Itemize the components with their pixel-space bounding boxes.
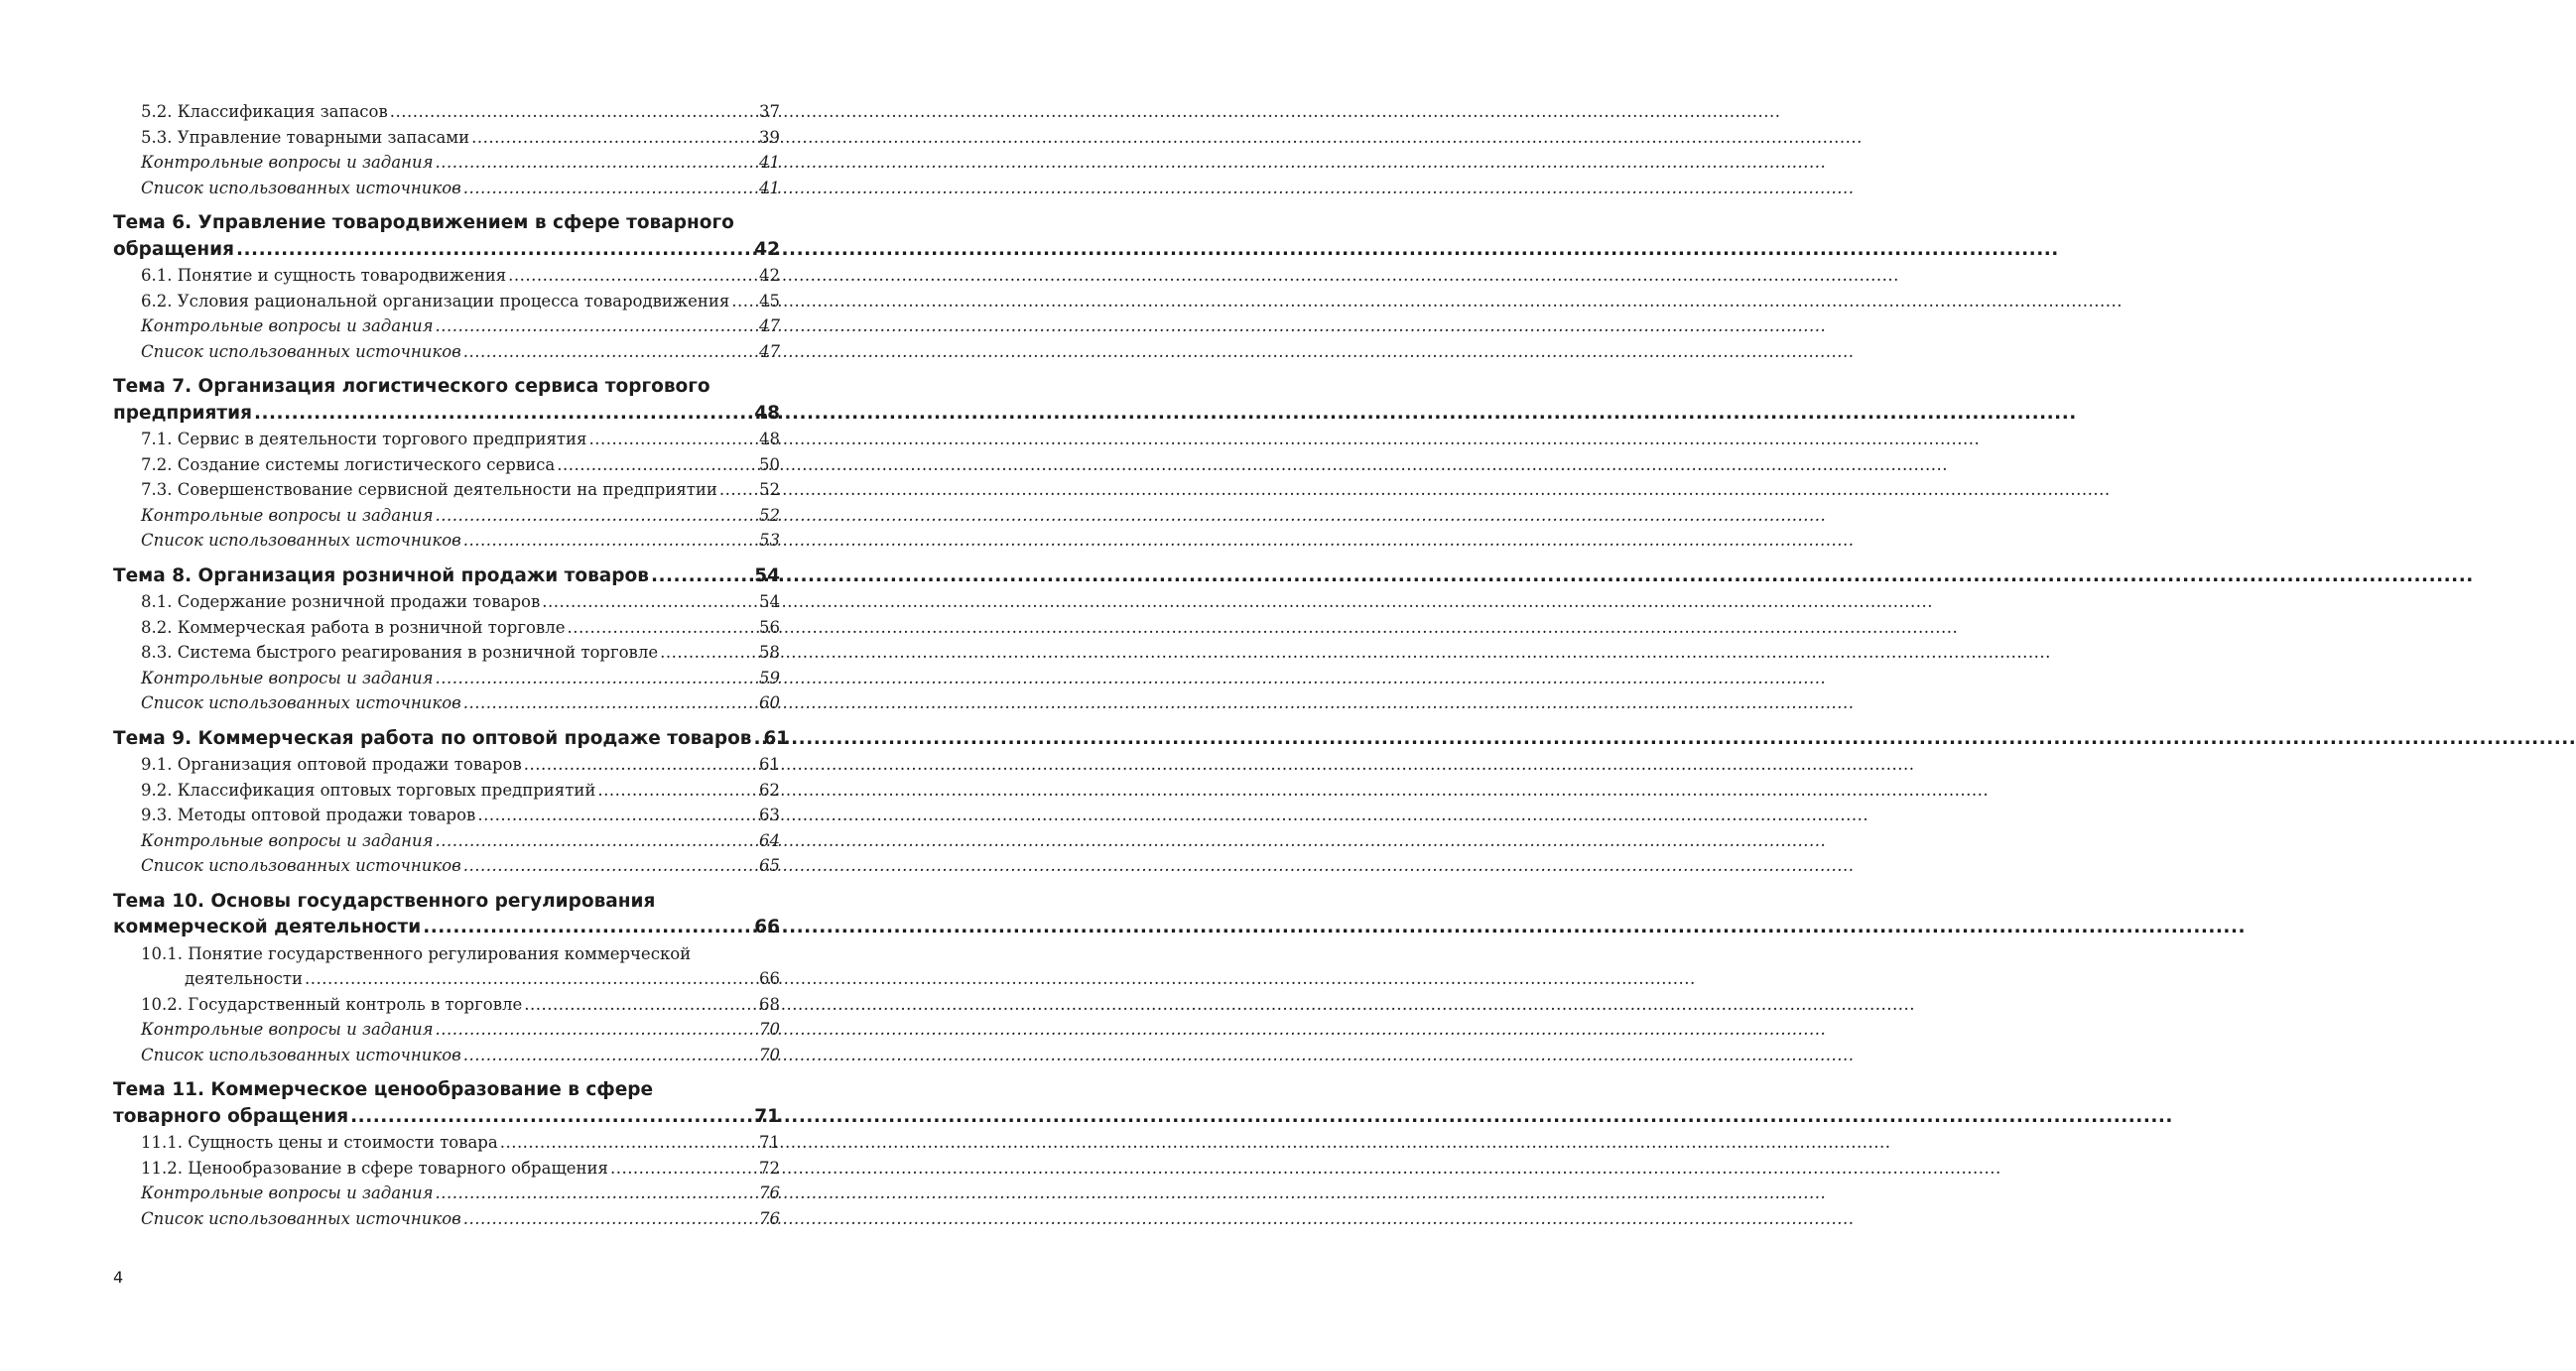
- toc-entry-questions: Контрольные вопросы и задания ..... 52: [113, 503, 780, 529]
- toc-entry: 6.1. Понятие и сущность товародвижения ..... 42: [113, 263, 780, 289]
- theme-heading-line: Тема 8. Организация розничной продажи товаров ..... 54: [113, 563, 780, 590]
- toc-entry: 5.3. Управление товарными запасами ..... 39: [113, 125, 780, 151]
- toc-entry: 6.2. Условия рациональной организации процесса товародвижения ..... 45: [113, 289, 780, 314]
- toc-entry-questions: Контрольные вопросы и задания ..... 76: [113, 1181, 780, 1206]
- toc-theme-10: [113, 889, 780, 941]
- toc-entry: деятельности ..... 66: [113, 966, 780, 992]
- toc-entry: 7.1. Сервис в деятельности торгового предприятия ..... 48: [113, 427, 780, 452]
- toc-group-theme-5-tail: [113, 99, 780, 200]
- toc-theme-6: [113, 210, 780, 263]
- toc-entry: 10.2. Государственный контроль в торговле ..... 68: [113, 992, 780, 1018]
- table-of-contents: [113, 99, 790, 1231]
- toc-entry: 11.1. Сущность цены и стоимости товара ..... 71: [113, 1130, 780, 1156]
- theme-heading: Тема 7. Организация логистического сервиса торгового: [113, 376, 710, 397]
- toc-theme-9: [113, 726, 790, 753]
- theme-heading-line: коммерческой деятельности ..... 66: [113, 915, 780, 941]
- toc-entry-questions: Контрольные вопросы и задания ..... 64: [113, 828, 780, 854]
- toc-entry-sources: Список использованных источников ..... 70: [113, 1043, 780, 1068]
- toc-entry: 7.2. Создание системы логистического сервиса ..... 50: [113, 452, 780, 478]
- toc-entry: 9.2. Классификация оптовых торговых предприятий ..... 62: [113, 778, 780, 804]
- toc-entry-sources: Список использованных источников ..... 47: [113, 339, 780, 365]
- toc-entry-sources: Список использованных источников ..... 60: [113, 690, 780, 716]
- page-number: 4: [113, 1268, 124, 1287]
- toc-entry: 11.2. Ценообразование в сфере товарного обращения ..... 72: [113, 1156, 780, 1182]
- toc-entry-questions: Контрольные вопросы и задания ..... 59: [113, 666, 780, 691]
- toc-entry-sources: Список использованных источников ..... 41: [113, 176, 780, 201]
- toc-theme-8: [113, 563, 780, 590]
- toc-entry: 8.1. Содержание розничной продажи товаров ..... 54: [113, 589, 780, 615]
- theme-heading-line: обращения ..... 42: [113, 237, 780, 264]
- toc-entry: 8.3. Система быстрого реагирования в розничной торговле ..... 58: [113, 640, 780, 666]
- theme-heading: Тема 11. Коммерческое ценообразование в сфере: [113, 1079, 654, 1100]
- toc-theme-7: [113, 374, 780, 427]
- toc-entry-sources: Список использованных источников ..... 65: [113, 853, 780, 879]
- toc-entry-questions: Контрольные вопросы и задания ..... 47: [113, 313, 780, 339]
- theme-heading-line: предприятия ..... 48: [113, 401, 780, 428]
- theme-heading: Тема 6. Управление товародвижением в сфере товарного: [113, 212, 734, 233]
- theme-heading: Тема 10. Основы государственного регулирования: [113, 890, 656, 912]
- toc-entry-questions: Контрольные вопросы и задания ..... 41: [113, 150, 780, 176]
- toc-entry: 9.3. Методы оптовой продажи товаров ..... 63: [113, 803, 780, 828]
- toc-entry: 7.3. Совершенствование сервисной деятельности на предприятии ..... 52: [113, 477, 780, 503]
- toc-entry-questions: Контрольные вопросы и задания ..... 70: [113, 1017, 780, 1043]
- toc-theme-11: [113, 1077, 780, 1130]
- theme-heading-line: товарного обращения ..... 71: [113, 1104, 780, 1131]
- theme-heading-line: Тема 9. Коммерческая работа по оптовой продаже товаров ..... 61: [113, 726, 780, 753]
- toc-entry: 9.1. Организация оптовой продажи товаров ..... 61: [113, 752, 780, 778]
- toc-entry-line1: 10.1. Понятие государственного регулирования коммерческой: [141, 943, 692, 963]
- toc-entry-sources: Список использованных источников ..... 53: [113, 528, 780, 554]
- toc-entry: 8.2. Коммерческая работа в розничной торговле ..... 56: [113, 615, 780, 641]
- toc-entry: 5.2. Классификация запасов ..... 37: [113, 99, 780, 125]
- toc-entry-sources: Список использованных источников ..... 76: [113, 1206, 780, 1232]
